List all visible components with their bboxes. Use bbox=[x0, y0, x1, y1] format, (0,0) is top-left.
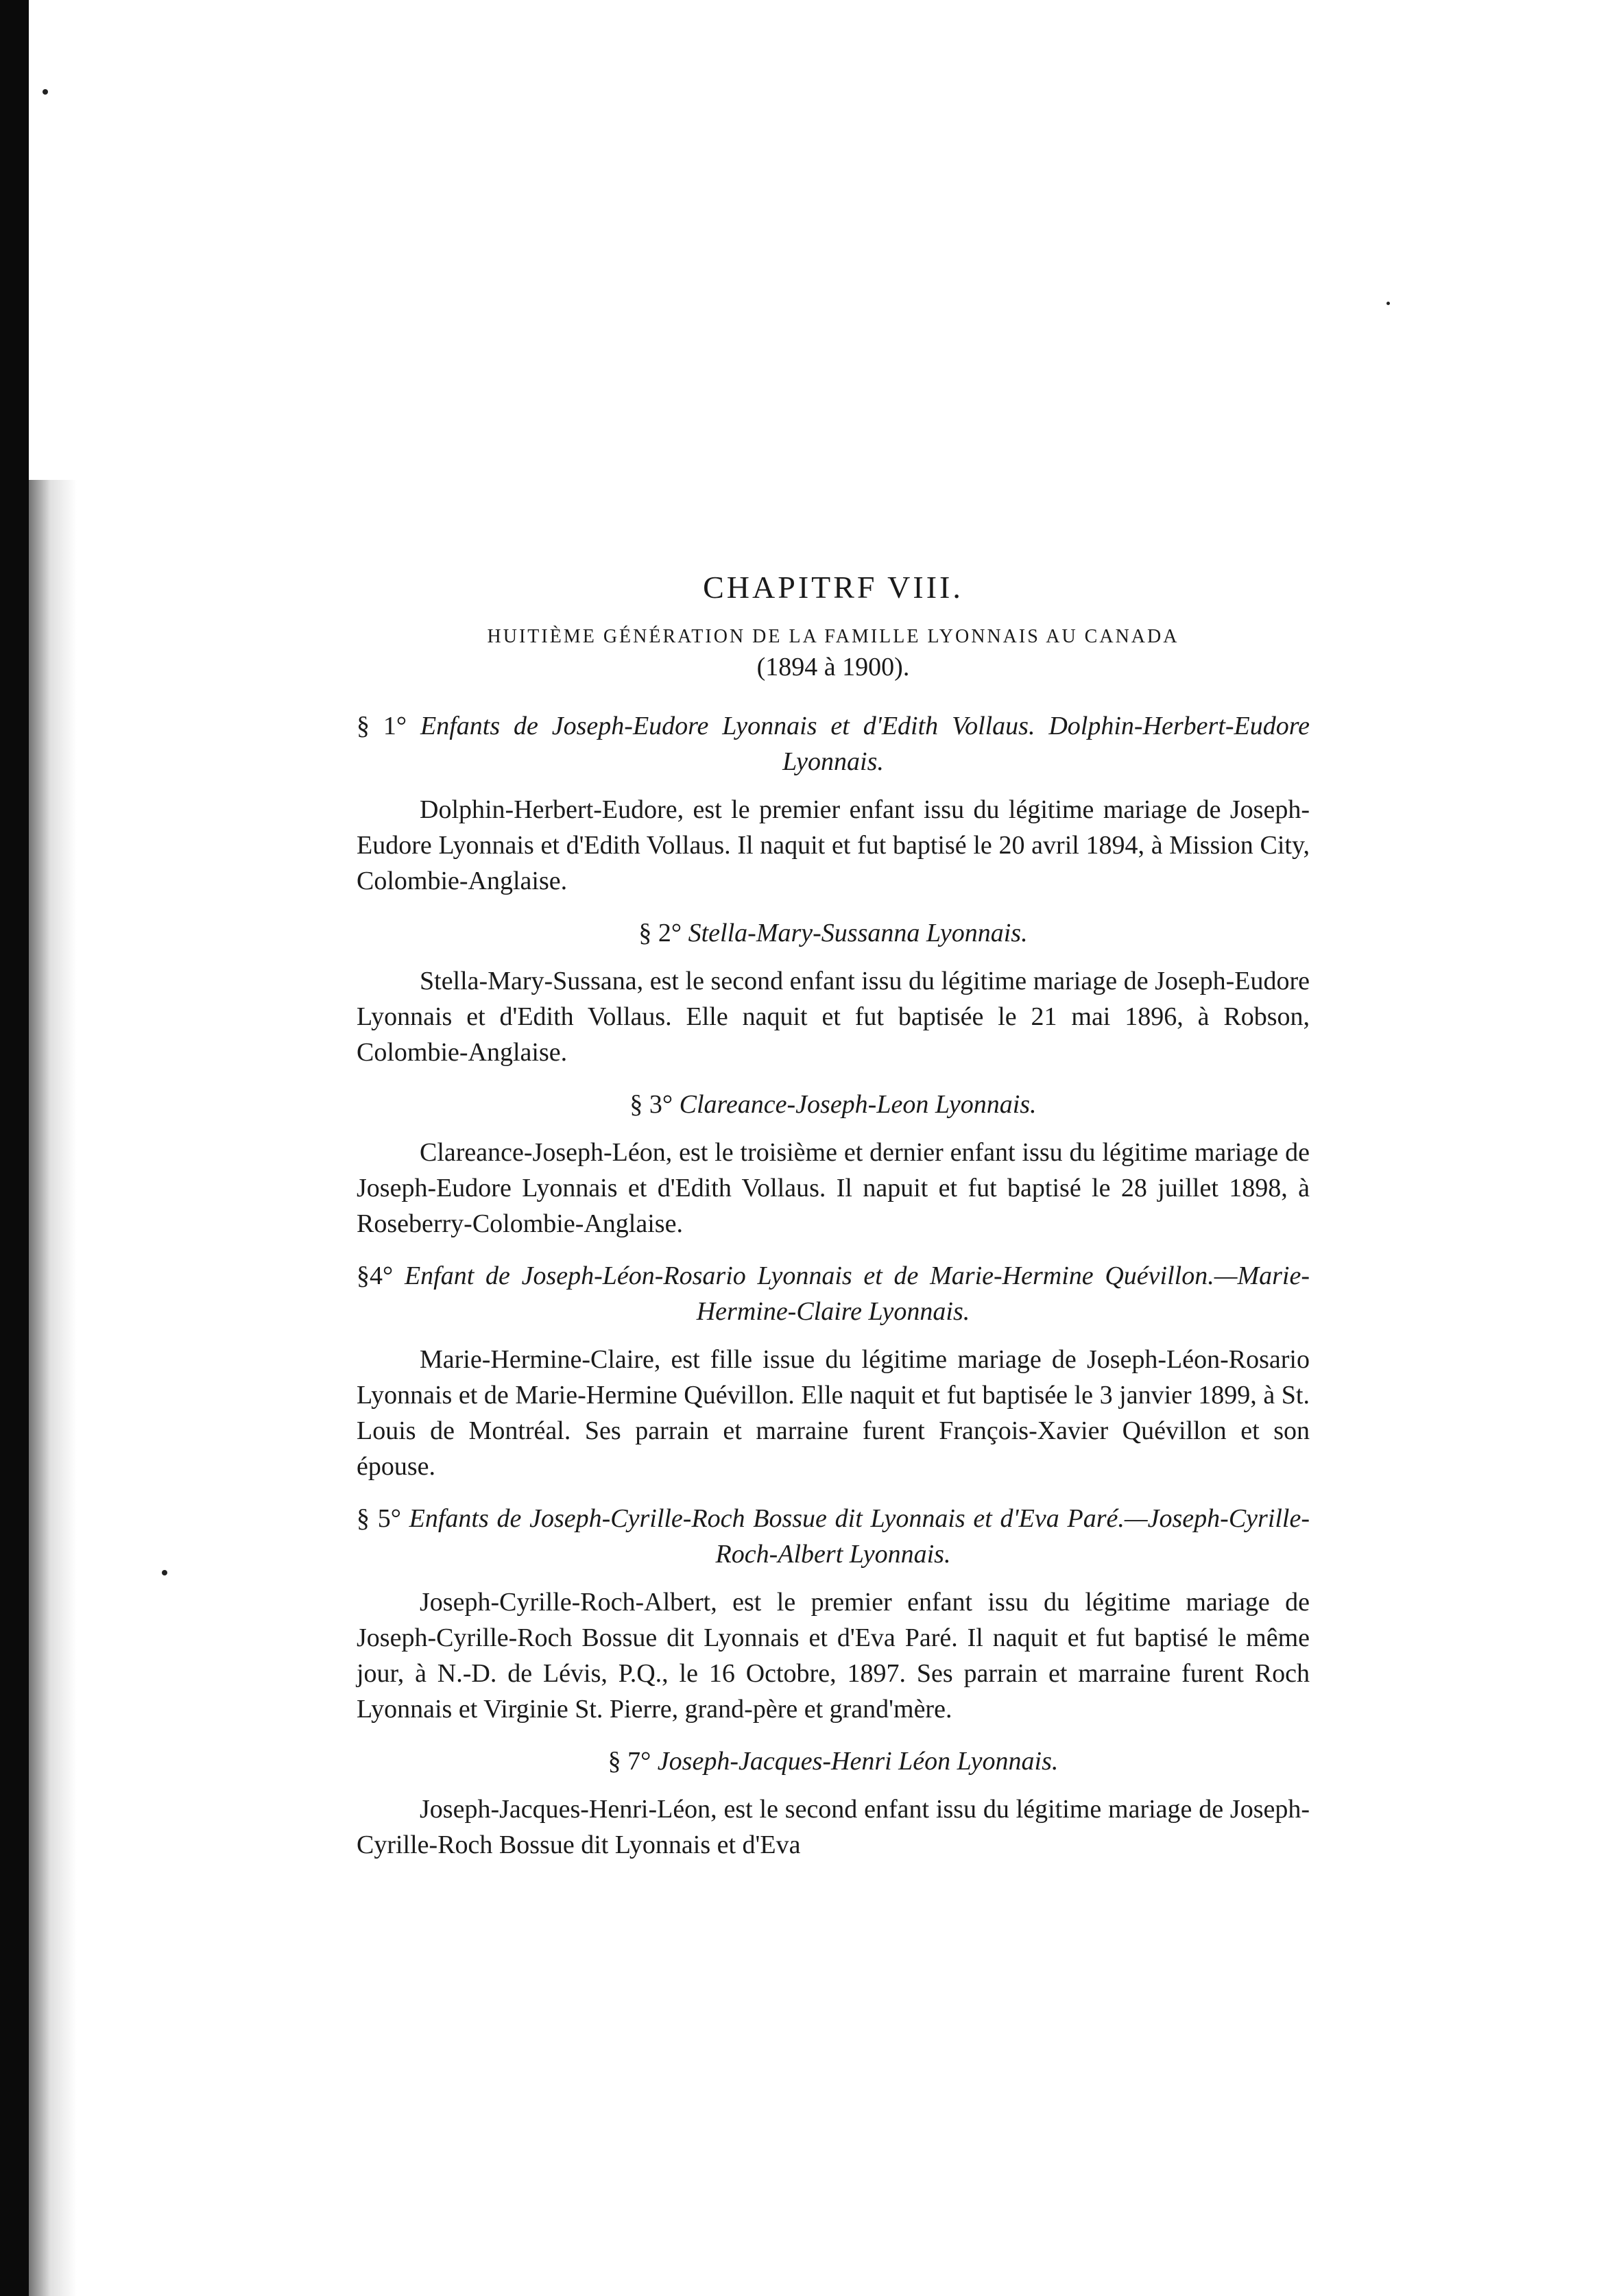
section-paragraph: Marie-Hermine-Claire, est fille issue du légitime mariage de Joseph-Léon-Rosario Lyonnais et de Marie-Hermine Quévillon. Elle naquit et fut baptisée le 3 janvier 1899, à St. Louis de Montréal. Ses parrain et marraine furent François-Xavier Quévillon et son épouse. bbox=[357, 1345, 1310, 1481]
binding-shadow bbox=[29, 480, 77, 2296]
section-number: § 2° bbox=[638, 919, 682, 947]
section-paragraph: Dolphin-Herbert-Eudore, est le premier enfant issu du légitime mariage de Joseph-Eudore Lyonnais et d'Edith Vollaus. Il naquit et fut baptisé le 20 avril 1894, à Mission City, Colombie-Anglaise. bbox=[357, 795, 1310, 895]
section-title: Clareance-Joseph-Leon Lyonnais. bbox=[679, 1090, 1037, 1119]
section-heading bbox=[357, 915, 1310, 951]
chapter-title: CHAPITRF VIII. bbox=[703, 570, 963, 605]
section-heading bbox=[357, 1258, 1310, 1329]
section-paragraph: Joseph-Jacques-Henri-Léon, est le second enfant issu du légitime mariage de Joseph-Cyrille-Roch Bossue dit Lyonnais et d'Eva bbox=[357, 1795, 1310, 1859]
section-title: Enfants de Joseph-Eudore Lyonnais et d'Edith Vollaus. Dolphin-Herbert-Eudore Lyonnais. bbox=[420, 712, 1310, 776]
section-title: Stella-Mary-Sussanna Lyonnais. bbox=[688, 919, 1028, 947]
section-heading bbox=[357, 1743, 1310, 1779]
section-paragraph: Joseph-Cyrille-Roch-Albert, est le premier enfant issu du légitime mariage de Joseph-Cyrille-Roch Bossue dit Lyonnais et d'Eva Paré. Il naquit et fut baptisé le même jour, à N.-D. de Lévis, P.Q., le 16 Octobre, 1897. Ses parrain et marraine furent Roch Lyonnais et Virginie St. Pierre, grand-père et grand'mère. bbox=[357, 1588, 1310, 1724]
section-5 bbox=[357, 1501, 1310, 1727]
section-number: § 1° bbox=[357, 712, 407, 740]
page-text bbox=[357, 569, 1310, 1867]
section-7 bbox=[357, 1743, 1310, 1863]
section-title: Enfant de Joseph-Léon-Rosario Lyonnais et de Marie-Hermine Quévillon.—Marie-Hermine-Claire Lyonnais. bbox=[404, 1261, 1310, 1326]
scan-speck bbox=[162, 1570, 167, 1575]
section-heading bbox=[357, 708, 1310, 780]
section-1 bbox=[357, 708, 1310, 899]
binding-edge bbox=[0, 0, 29, 2296]
scan-speck bbox=[1386, 302, 1390, 305]
section-number: §4° bbox=[357, 1261, 394, 1290]
section-title: Joseph-Jacques-Henri Léon Lyonnais. bbox=[657, 1747, 1059, 1776]
section-2 bbox=[357, 915, 1310, 1070]
section-number: § 3° bbox=[629, 1090, 673, 1119]
section-3 bbox=[357, 1087, 1310, 1242]
section-heading bbox=[357, 1501, 1310, 1572]
section-heading bbox=[357, 1087, 1310, 1122]
section-4 bbox=[357, 1258, 1310, 1484]
scan-speck bbox=[43, 89, 48, 95]
chapter-years: (1894 à 1900). bbox=[756, 653, 910, 681]
section-paragraph: Stella-Mary-Sussana, est le second enfant issu du légitime mariage de Joseph-Eudore Lyonnais et d'Edith Vollaus. Elle naquit et fut baptisée le 21 mai 1896, à Robson, Colombie-Anglaise. bbox=[357, 967, 1310, 1067]
section-paragraph: Clareance-Joseph-Léon, est le troisième et dernier enfant issu du légitime mariage de Joseph-Eudore Lyonnais et d'Edith Vollaus. Il napuit et fut baptisé le 28 juillet 1898, à Roseberry-Colombie-Anglaise. bbox=[357, 1138, 1310, 1238]
section-title: Enfants de Joseph-Cyrille-Roch Bossue dit Lyonnais et d'Eva Paré.—Joseph-Cyrille-Roch-Albert Lyonnais. bbox=[409, 1504, 1310, 1569]
chapter-subtitle: HUITIÈME GÉNÉRATION DE LA FAMILLE LYONNAIS AU CANADA bbox=[487, 626, 1179, 647]
section-number: § 5° bbox=[357, 1504, 401, 1533]
section-number: § 7° bbox=[608, 1747, 651, 1776]
